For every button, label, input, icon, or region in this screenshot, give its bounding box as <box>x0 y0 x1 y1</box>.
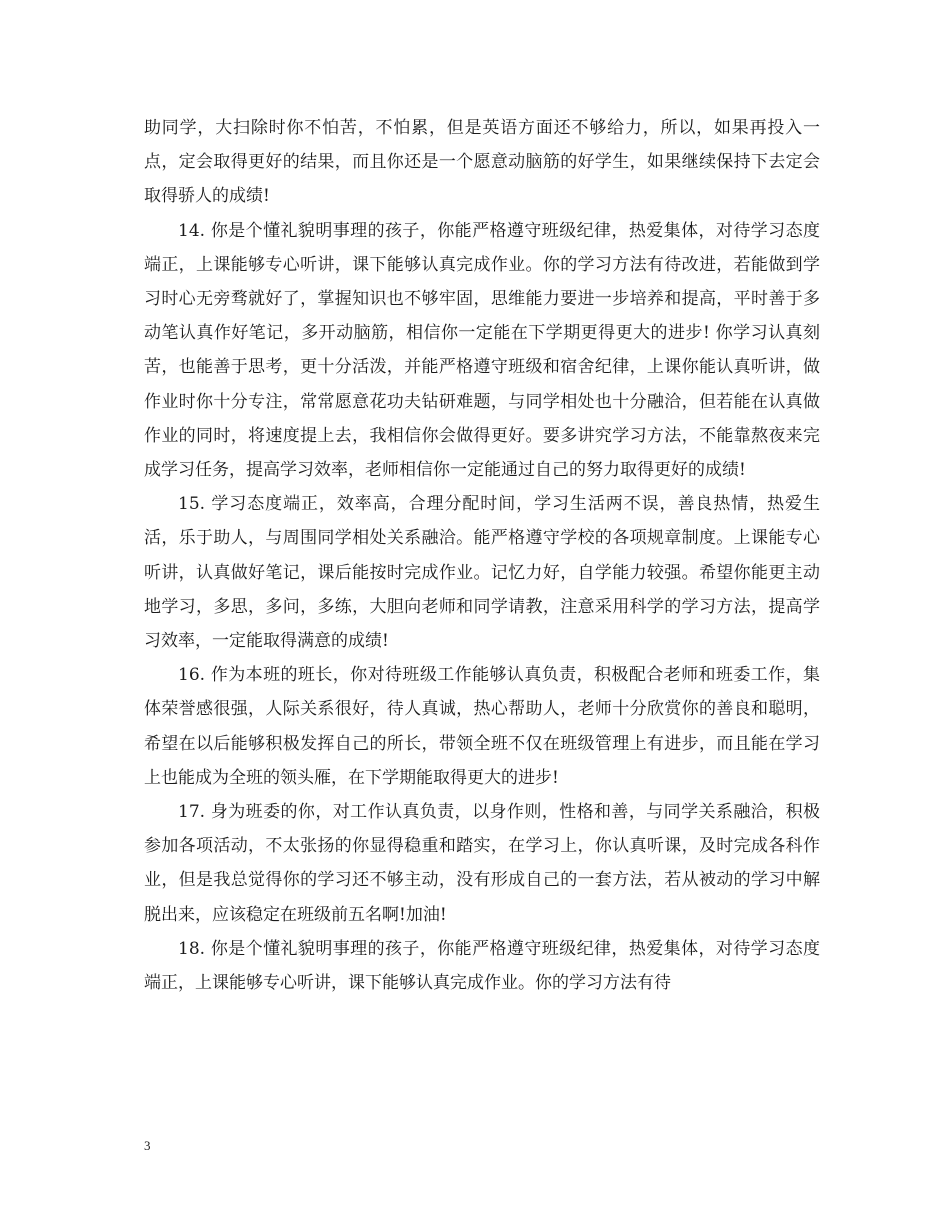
paragraph-15: 15. 学习态度端正，效率高，合理分配时间，学习生活两不误，善良热情，热爱生活，乐于助人，与周围同学相处关系融洽。能严格遵守学校的各项规章制度。上课能专心听讲，认真做好笔记，课后能按时完成作业。记忆力好，自学能力较强。希望你能更主动地学习，多思，多问，多练，大胆向老师和同学请教，注意采用科学的学习方法，提高学习效率，一定能取得满意的成绩! <box>144 494 820 652</box>
paragraph-18: 18. 你是个懂礼貌明事理的孩子，你能严格遵守班级纪律，热爱集体，对待学习态度端正，上课能够专心听讲，课下能够认真完成作业。你的学习方法有待 <box>144 938 820 994</box>
paragraph-14: 14. 你是个懂礼貌明事理的孩子，你能严格遵守班级纪律，热爱集体，对待学习态度端正，上课能够专心听讲，课下能够认真完成作业。你的学习方法有待改进，若能做到学习时心无旁骛就好了，掌握知识也不够牢固，思维能力要进一步培养和提高，平时善于多动笔认真作好笔记，多开动脑筋，相信你一定能在下学期更得更大的进步! 你学习认真刻苦，也能善于思考，更十分活泼，并能严格遵守班级和宿舍纪律，上课你能认真听讲，做作业时你十分专注，常常愿意花功夫钻研难题，与同学相处也十分融洽，但若能在认真做作业的同时，将速度提上去，我相信你会做得更好。要多讲究学习方法，不能靠熬夜来完成学习任务，提高学习效率，老师相信你一定能通过自己的努力取得更好的成绩! <box>144 220 820 481</box>
paragraph-16: 16. 作为本班的班长，你对待班级工作能够认真负责，积极配合老师和班委工作，集体荣誉感很强，人际关系很好，待人真诚，热心帮助人，老师十分欣赏你的善良和聪明，希望在以后能够积极发挥自己的所长，带领全班不仅在班级管理上有进步，而且能在学习上也能成为全班的领头雁，在下学期能取得更大的进步! <box>144 665 820 788</box>
body-text <box>144 111 820 1000</box>
page-number: 3 <box>144 1138 151 1153</box>
paragraph-continuation: 助同学，大扫除时你不怕苦，不怕累，但是英语方面还不够给力，所以，如果再投入一点，定会取得更好的结果，而且你还是一个愿意动脑筋的好学生，如果继续保持下去定会取得骄人的成绩! <box>144 118 820 207</box>
paragraph-17: 17. 身为班委的你，对工作认真负责，以身作则，性格和善，与同学关系融洽，积极参加各项活动，不太张扬的你显得稳重和踏实，在学习上，你认真听课，及时完成各科作业，但是我总觉得你的学习还不够主动，没有形成自己的一套方法，若从被动的学习中解脱出来，应该稳定在班级前五名啊!加油! <box>144 802 820 925</box>
